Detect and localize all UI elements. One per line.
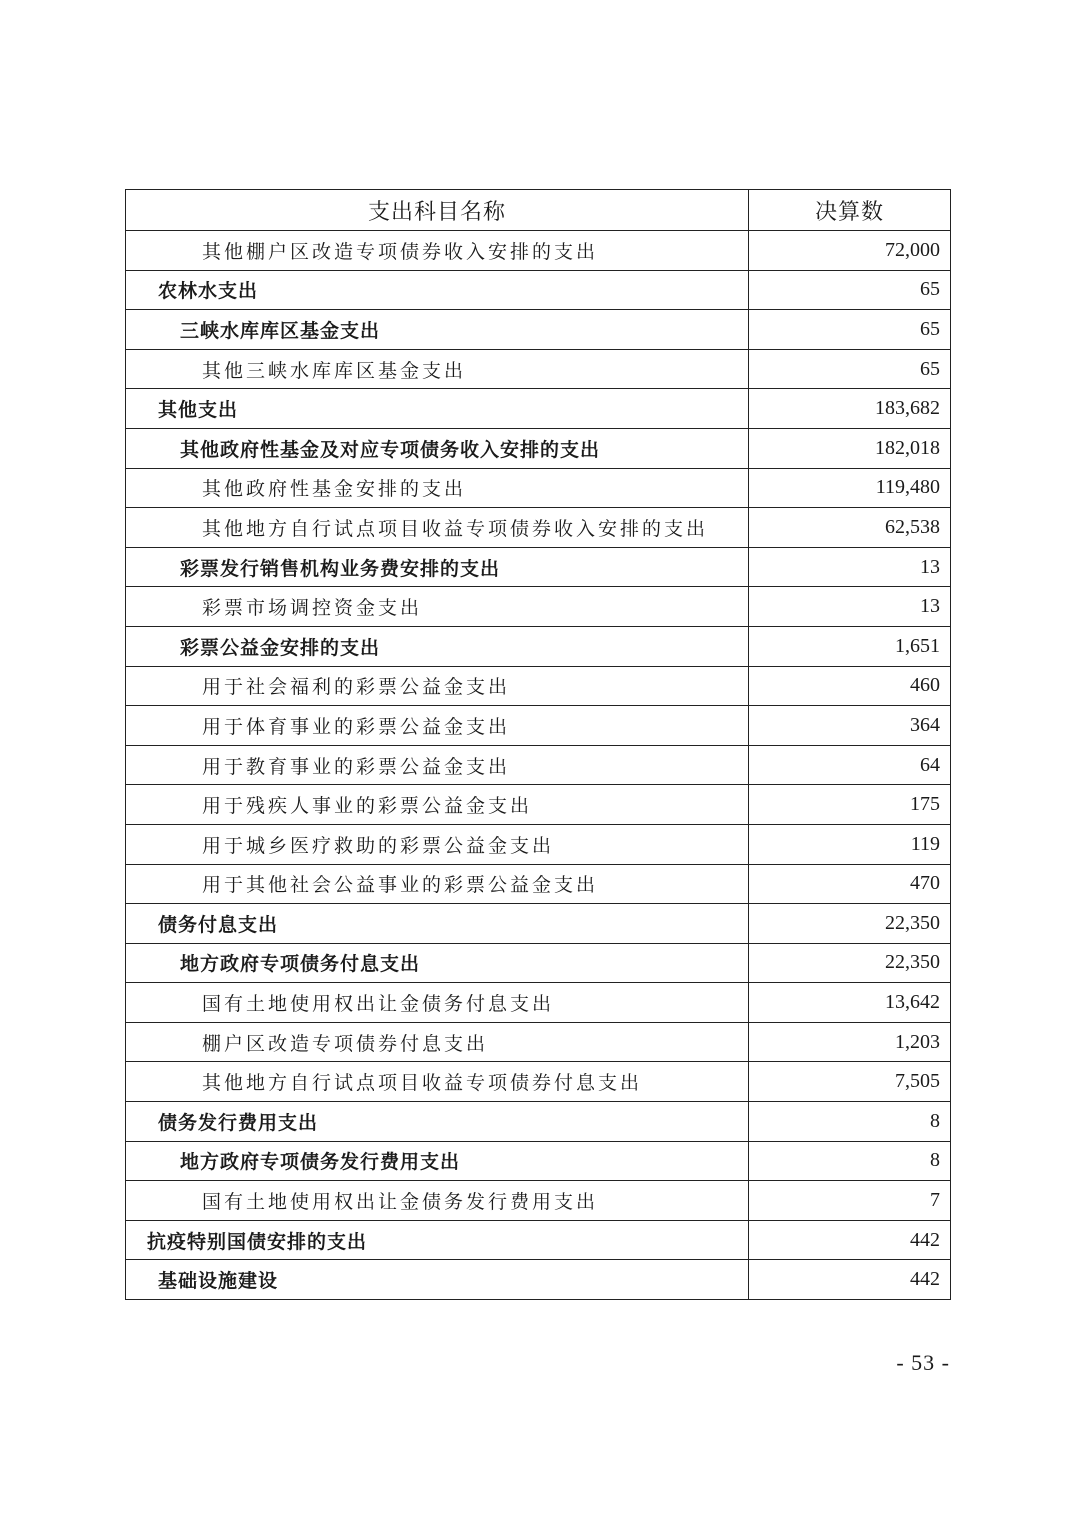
item-name-cell: 其他支出 [126, 389, 749, 429]
amount-cell: 460 [749, 666, 951, 706]
item-name-cell: 其他三峡水库库区基金支出 [126, 349, 749, 389]
item-name-cell: 棚户区改造专项债券付息支出 [126, 1022, 749, 1062]
amount-cell: 72,000 [749, 231, 951, 271]
header-item-name: 支出科目名称 [126, 190, 749, 231]
item-name-cell: 基础设施建设 [126, 1260, 749, 1300]
item-name-cell: 彩票发行销售机构业务费安排的支出 [126, 547, 749, 587]
amount-cell: 64 [749, 745, 951, 785]
amount-cell: 22,350 [749, 943, 951, 983]
item-name-cell: 地方政府专项债务发行费用支出 [126, 1141, 749, 1181]
amount-cell: 182,018 [749, 428, 951, 468]
amount-cell: 8 [749, 1141, 951, 1181]
item-name-cell: 抗疫特别国债安排的支出 [126, 1220, 749, 1260]
amount-cell: 175 [749, 785, 951, 825]
amount-cell: 65 [749, 349, 951, 389]
table-row [126, 349, 951, 389]
amount-cell: 183,682 [749, 389, 951, 429]
item-name-cell: 其他政府性基金安排的支出 [126, 468, 749, 508]
amount-cell: 442 [749, 1260, 951, 1300]
table-row [126, 666, 951, 706]
item-name-cell: 用于残疾人事业的彩票公益金支出 [126, 785, 749, 825]
item-name-cell: 用于教育事业的彩票公益金支出 [126, 745, 749, 785]
item-name-cell: 彩票市场调控资金支出 [126, 587, 749, 627]
table-row [126, 626, 951, 666]
amount-cell: 8 [749, 1102, 951, 1142]
amount-cell: 7,505 [749, 1062, 951, 1102]
table-row [126, 1220, 951, 1260]
amount-cell: 470 [749, 864, 951, 904]
item-name-cell: 农林水支出 [126, 270, 749, 310]
table-row [126, 785, 951, 825]
item-name-cell: 用于社会福利的彩票公益金支出 [126, 666, 749, 706]
table-row [126, 547, 951, 587]
table-row [126, 1260, 951, 1300]
table-row [126, 270, 951, 310]
table-row [126, 428, 951, 468]
item-name-cell: 其他棚户区改造专项债券收入安排的支出 [126, 231, 749, 271]
table-row [126, 745, 951, 785]
amount-cell: 65 [749, 310, 951, 350]
amount-cell: 442 [749, 1220, 951, 1260]
amount-cell: 119,480 [749, 468, 951, 508]
table-row [126, 983, 951, 1023]
table-row [126, 943, 951, 983]
item-name-cell: 彩票公益金安排的支出 [126, 626, 749, 666]
table-row [126, 1102, 951, 1142]
item-name-cell: 国有土地使用权出让金债务付息支出 [126, 983, 749, 1023]
table-row [126, 1022, 951, 1062]
item-name-cell: 债务发行费用支出 [126, 1102, 749, 1142]
item-name-cell: 其他地方自行试点项目收益专项债券付息支出 [126, 1062, 749, 1102]
table-row [126, 904, 951, 944]
table-row [126, 1181, 951, 1221]
item-name-cell: 用于其他社会公益事业的彩票公益金支出 [126, 864, 749, 904]
amount-cell: 65 [749, 270, 951, 310]
item-name-cell: 用于城乡医疗救助的彩票公益金支出 [126, 824, 749, 864]
amount-cell: 62,538 [749, 508, 951, 548]
amount-cell: 7 [749, 1181, 951, 1221]
table-row [126, 1141, 951, 1181]
header-final-amount: 决算数 [749, 190, 951, 231]
table-row [126, 310, 951, 350]
item-name-cell: 其他地方自行试点项目收益专项债券收入安排的支出 [126, 508, 749, 548]
item-name-cell: 地方政府专项债务付息支出 [126, 943, 749, 983]
amount-cell: 1,203 [749, 1022, 951, 1062]
table-row [126, 231, 951, 271]
table-row [126, 508, 951, 548]
table-row [126, 864, 951, 904]
amount-cell: 13,642 [749, 983, 951, 1023]
item-name-cell: 债务付息支出 [126, 904, 749, 944]
item-name-cell: 国有土地使用权出让金债务发行费用支出 [126, 1181, 749, 1221]
table-header-row [126, 190, 951, 231]
amount-cell: 22,350 [749, 904, 951, 944]
item-name-cell: 用于体育事业的彩票公益金支出 [126, 706, 749, 746]
budget-expenditure-table [125, 189, 951, 1300]
item-name-cell: 其他政府性基金及对应专项债务收入安排的支出 [126, 428, 749, 468]
table-row [126, 389, 951, 429]
amount-cell: 13 [749, 547, 951, 587]
item-name-cell: 三峡水库库区基金支出 [126, 310, 749, 350]
amount-cell: 13 [749, 587, 951, 627]
amount-cell: 119 [749, 824, 951, 864]
table-row [126, 587, 951, 627]
amount-cell: 1,651 [749, 626, 951, 666]
table-row [126, 824, 951, 864]
amount-cell: 364 [749, 706, 951, 746]
table-row [126, 468, 951, 508]
table-row [126, 1062, 951, 1102]
table-row [126, 706, 951, 746]
page-number: - 53 - [896, 1350, 950, 1375]
table-body [126, 231, 951, 1300]
